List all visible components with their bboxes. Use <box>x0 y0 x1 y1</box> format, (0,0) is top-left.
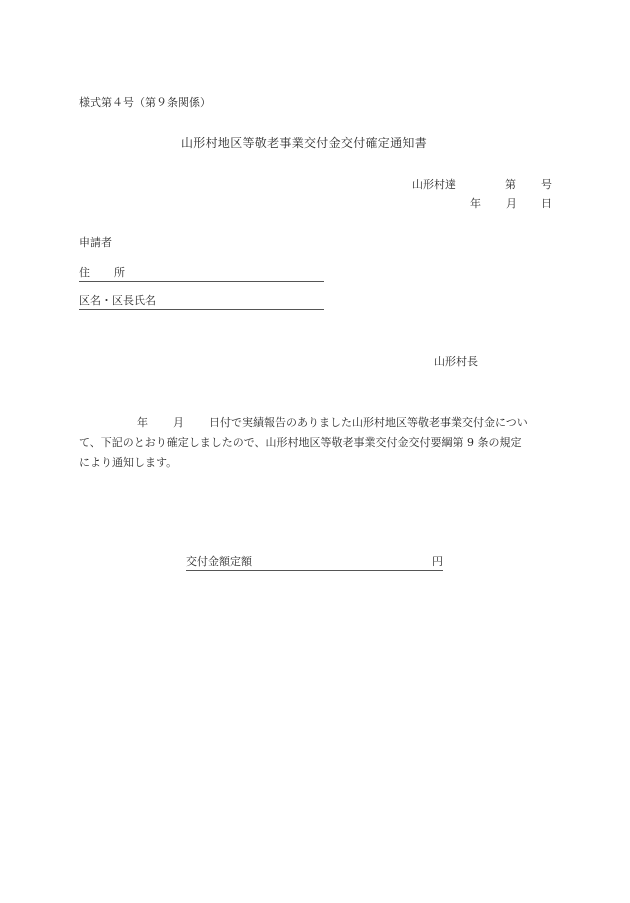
grant-amount-field[interactable] <box>186 555 443 571</box>
applicant-label: 申請者 <box>79 236 112 249</box>
date-month-label: 月 <box>506 197 517 210</box>
form-number: 様式第４号（第９条関係） <box>79 96 211 109</box>
district-head-name-label: 区名・区長氏名 <box>79 294 156 307</box>
body-month: 月 <box>173 416 184 429</box>
grant-amount-label: 交付金額定額 <box>186 555 252 568</box>
address-label <box>79 266 125 280</box>
address-field[interactable] <box>79 266 324 282</box>
date-day-label: 日 <box>541 197 552 210</box>
number-prefix: 第 <box>505 178 516 191</box>
date-year-label: 年 <box>470 197 481 210</box>
yen-unit: 円 <box>432 555 443 568</box>
notice-body <box>79 413 552 473</box>
issuer-office: 山形村達 <box>412 178 456 191</box>
address-label-part-1: 住 <box>79 266 90 279</box>
body-line-2: て、下記のとおり確定しましたので、山形村地区等敬老事業交付金交付要綱第 9 条の規定 <box>79 436 522 449</box>
address-label-part-2: 所 <box>114 266 125 279</box>
body-year: 年 <box>137 416 148 429</box>
body-line-1-text: 日付で実績報告のありました山形村地区等敬老事業交付金につい <box>209 416 528 429</box>
document-title: 山形村地区等敬老事業交付金交付確定通知書 <box>181 136 428 150</box>
body-line-1 <box>79 413 552 433</box>
number-suffix: 号 <box>541 178 552 191</box>
body-line-3: により通知します。 <box>79 456 178 469</box>
district-head-name-field[interactable] <box>79 294 324 310</box>
sender-mayor: 山形村長 <box>434 355 478 368</box>
